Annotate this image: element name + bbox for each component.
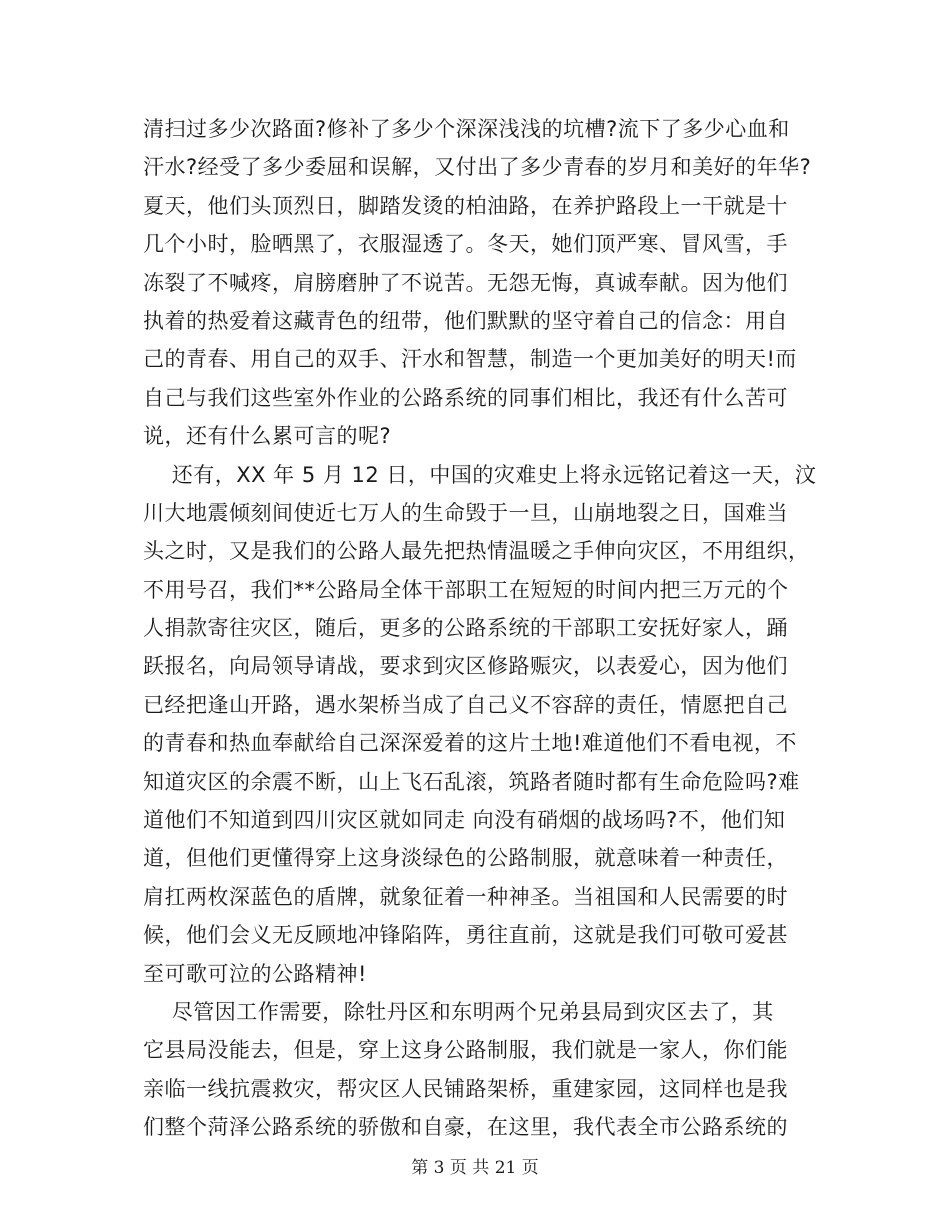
- text-line: 自己与我们这些室外作业的公路系统的同事们相比，我还有什么苦可: [143, 385, 788, 410]
- text-line: 冻裂了不喊疼，肩膀磨肿了不说苦。无怨无悔，真诚奉献。因为他们: [143, 270, 788, 295]
- text-line: 川大地震倾刻间使近七万人的生命毁于一旦，山崩地裂之日，国难当: [143, 500, 788, 525]
- text-line: 们整个菏泽公路系统的骄傲和自豪，在这里，我代表全市公路系统的: [143, 1115, 788, 1140]
- text-line: 还有，XX 年 5 月 12 日，中国的灾难史上将永远铭记着这一天，汶: [143, 462, 817, 487]
- text-line: 的青春和热血奉献给自己深深爱着的这片土地!难道他们不看电视，不: [143, 731, 797, 756]
- text-line: 人捐款寄往灾区，随后，更多的公路系统的干部职工安抚好家人，踊: [143, 616, 788, 641]
- text-line: 至可歌可泣的公路精神!: [143, 961, 367, 986]
- text-line: 己的青春、用自己的双手、汗水和智慧，制造一个更加美好的明天!而: [143, 347, 797, 372]
- text-line: 它县局没能去，但是，穿上这身公路制服，我们就是一家人，你们能: [143, 1038, 788, 1063]
- page-number-footer: 第 3 页 共 21 页: [411, 1158, 539, 1178]
- text-line: 已经把逢山开路，遇水架桥当成了自己义不容辞的责任，情愿把自己: [143, 692, 788, 717]
- text-line: 道，但他们更懂得穿上这身淡绿色的公路制服，就意味着一种责任，: [143, 846, 788, 871]
- text-line: 汗水?经受了多少委屈和误解，又付出了多少青春的岁月和美好的年华?: [143, 155, 812, 180]
- text-line: 候，他们会义无反顾地冲锋陷阵，勇往直前，这就是我们可敬可爱甚: [143, 923, 788, 948]
- text-line: 头之时，又是我们的公路人最先把热情温暖之手伸向灾区，不用组织，: [143, 539, 810, 564]
- text-line: 肩扛两枚深蓝色的盾牌，就象征着一种神圣。当祖国和人民需要的时: [143, 884, 788, 909]
- text-line: 夏天，他们头顶烈日，脚踏发烫的柏油路，在养护路段上一干就是十: [143, 193, 788, 218]
- text-line: 几个小时，脸晒黑了，衣服湿透了。冬天，她们顶严寒、冒风雪，手: [143, 232, 788, 257]
- text-line: 跃报名，向局领导请战，要求到灾区修路赈灾，以表爱心，因为他们: [143, 654, 788, 679]
- text-line: 不用号召，我们**公路局全体干部职工在短短的时间内把三万元的个: [143, 577, 789, 602]
- text-line: 亲临一线抗震救灾，帮灾区人民铺路架桥，重建家园，这同样也是我: [143, 1076, 788, 1101]
- text-line: 道他们不知道到四川灾区就如同走 向没有硝烟的战场吗?不，他们知: [143, 808, 786, 833]
- text-line: 执着的热爱着这藏青色的纽带，他们默默的坚守着自己的信念：用自: [143, 308, 788, 333]
- text-line: 清扫过多少次路面?修补了多少个深深浅浅的坑槽?流下了多少心血和: [143, 117, 790, 141]
- text-line: 知道灾区的余震不断，山上飞石乱滚，筑路者随时都有生命危险吗?难: [143, 769, 800, 794]
- text-line: 说，还有什么累可言的呢?: [143, 424, 392, 449]
- body-text: [143, 110, 817, 1147]
- text-line: 尽管因工作需要，除牡丹区和东明两个兄弟县局到灾区去了，其: [143, 999, 774, 1024]
